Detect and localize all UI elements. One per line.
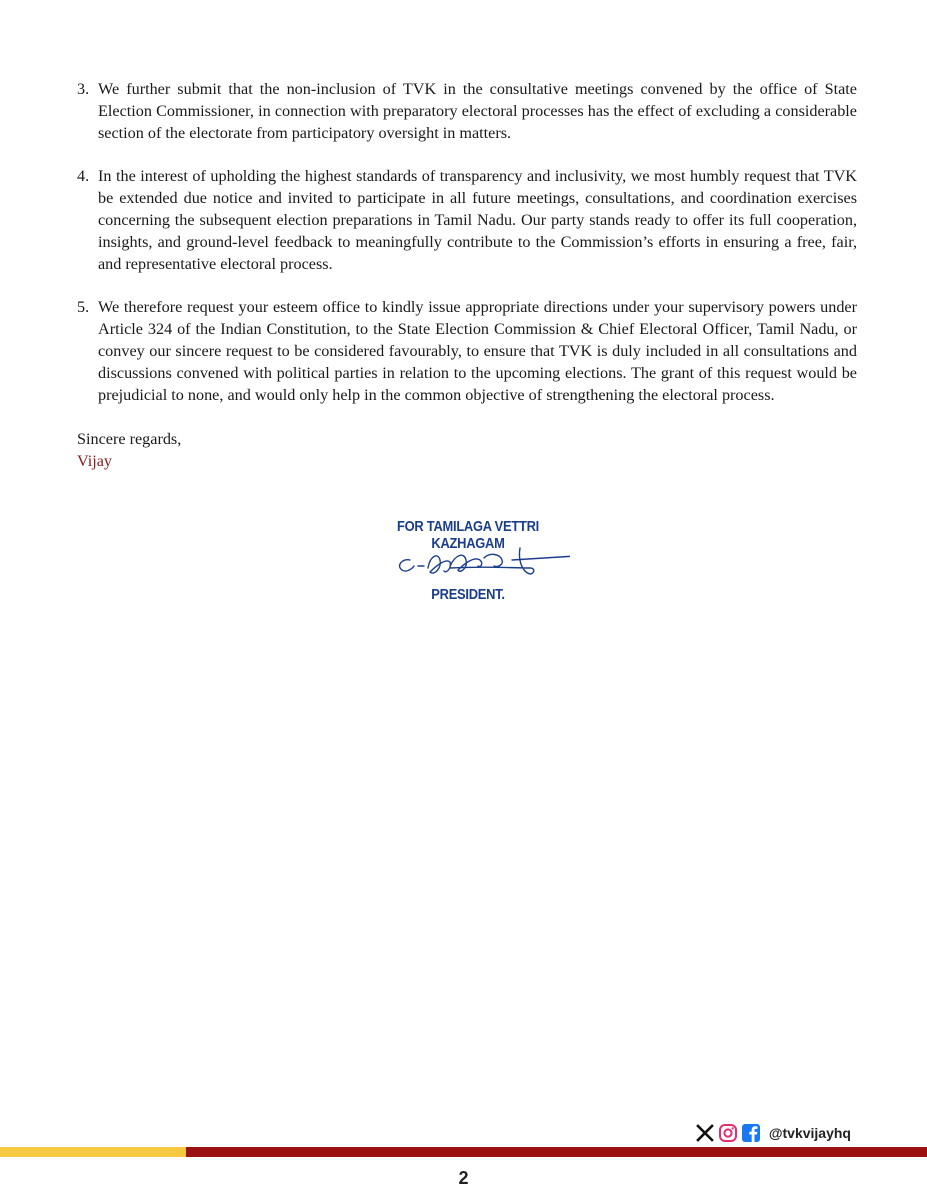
closing-block xyxy=(77,428,857,472)
signature-image xyxy=(390,538,570,590)
instagram-icon[interactable] xyxy=(718,1123,738,1143)
stamp-designation: PRESIDENT. xyxy=(431,586,505,603)
paragraph-text: We further submit that the non-inclusion of TVK in the consultative meetings convened by the office of State Election Commissioner, in connection with preparatory electoral processes has the effect of excluding a considerable section of the electorate from participatory oversight in matters. xyxy=(98,80,857,142)
letter-body xyxy=(77,79,857,472)
social-links xyxy=(695,1122,851,1144)
x-icon[interactable] xyxy=(695,1123,715,1143)
paragraph-text: We therefore request your esteem office to kindly issue appropriate directions under your supervisory powers under Article 324 of the Indian Constitution, to the State Election Commission & Chief Electoral Officer, Tamil Nadu, or convey our sincere request to be considered favourably, to ensure that TVK is duly included in all consultations and discussions convened with political parties in relation to the upcoming elections. The grant of this request would be prejudicial to none, and would only help in the common objective of strengthening the electoral process. xyxy=(98,298,857,404)
page-number: 2 xyxy=(458,1168,469,1188)
paragraph-5 xyxy=(77,297,857,406)
facebook-icon[interactable] xyxy=(741,1123,761,1143)
paragraph-3 xyxy=(77,79,857,144)
stamp-org-name: FOR TAMILAGA VETTRI KAZHAGAM xyxy=(396,518,540,552)
paragraph-number: 5. xyxy=(77,298,90,317)
paragraph-number: 3. xyxy=(77,80,90,98)
salutation: Sincere regards, xyxy=(77,430,182,449)
party-stamp xyxy=(360,518,576,610)
paragraph-4 xyxy=(77,166,857,275)
footer-bar-yellow xyxy=(0,1147,186,1157)
social-handle[interactable]: @tvkvijayhq xyxy=(768,1125,851,1141)
paragraph-text: In the interest of upholding the highest standards of transparency and inclusivity, we most humbly request that TVK be extended due notice and invited to participate in all future meetings, consultations, and coordination exercises concerning the subsequent election preparations in Tamil Nadu. Our party stands ready to offer its full cooperation, insights, and ground-level feedback to meaningfully contribute to the Commission’s efforts in ensuring a free, fair, and representative electoral process. xyxy=(98,167,857,273)
footer-bar-red xyxy=(186,1147,927,1157)
signatory-name: Vijay xyxy=(77,452,112,471)
paragraph-number: 4. xyxy=(77,167,90,186)
